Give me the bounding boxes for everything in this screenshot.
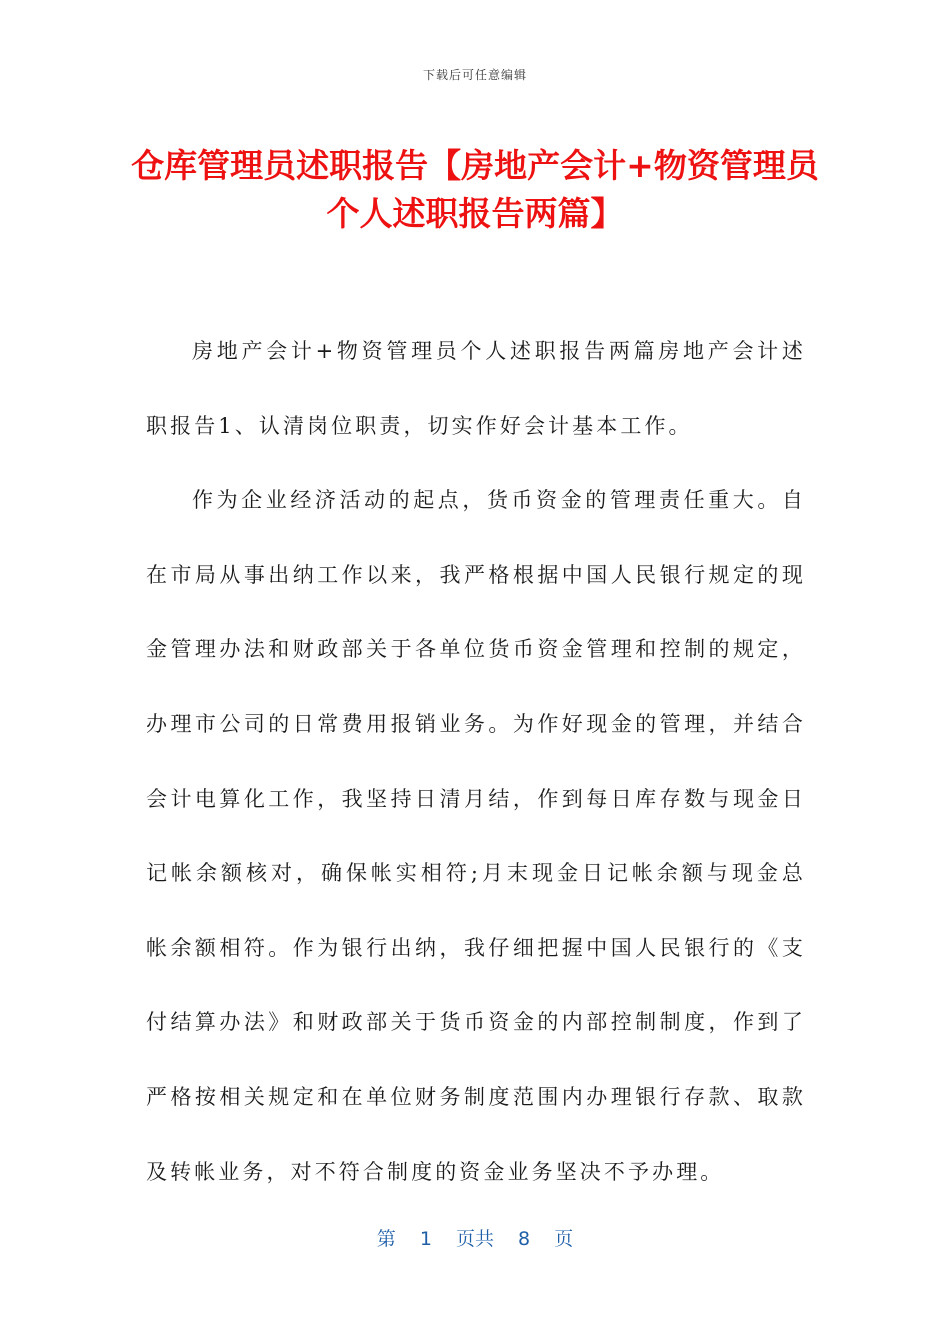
paragraph-1: 房地产会计+物资管理员个人述职报告两篇房地产会计述职报告1、认清岗位职责，切实作好会计基本工作。 — [146, 339, 806, 438]
page-footer — [0, 1224, 950, 1251]
document-title: 仓库管理员述职报告【房地产会计+物资管理员个人述职报告两篇】 — [131, 146, 819, 233]
page-suffix: 页 — [554, 1228, 574, 1250]
page-total: 8 — [518, 1228, 531, 1250]
header-note: 下载后可任意编辑 — [422, 68, 527, 82]
page-current: 1 — [419, 1228, 432, 1250]
document-body — [146, 314, 806, 1209]
page-prefix: 第 — [376, 1228, 396, 1250]
page-middle: 页共 — [455, 1228, 494, 1250]
paragraph-2: 作为企业经济活动的起点，货币资金的管理责任重大。自在市局从事出纳工作以来，我严格根据中国人民银行规定的现金管理办法和财政部关于各单位货币资金管理和控制的规定，办理市公司的日常费用报销业务。为作好现金的管理，并结合会计电算化工作，我坚持日清月结，作到每日库存数与现金日记帐余额核对，确保帐实相符;月末现金日记帐余额与现金总帐余额相符。作为银行出纳，我仔细把握中国人民银行的《支付结算办法》和财政部关于货币资金的内部控制制度，作到了严格按相关规定和在单位财务制度范围内办理银行存款、取款及转帐业务，对不符合制度的资金业务坚决不予办理。 — [146, 488, 806, 1184]
